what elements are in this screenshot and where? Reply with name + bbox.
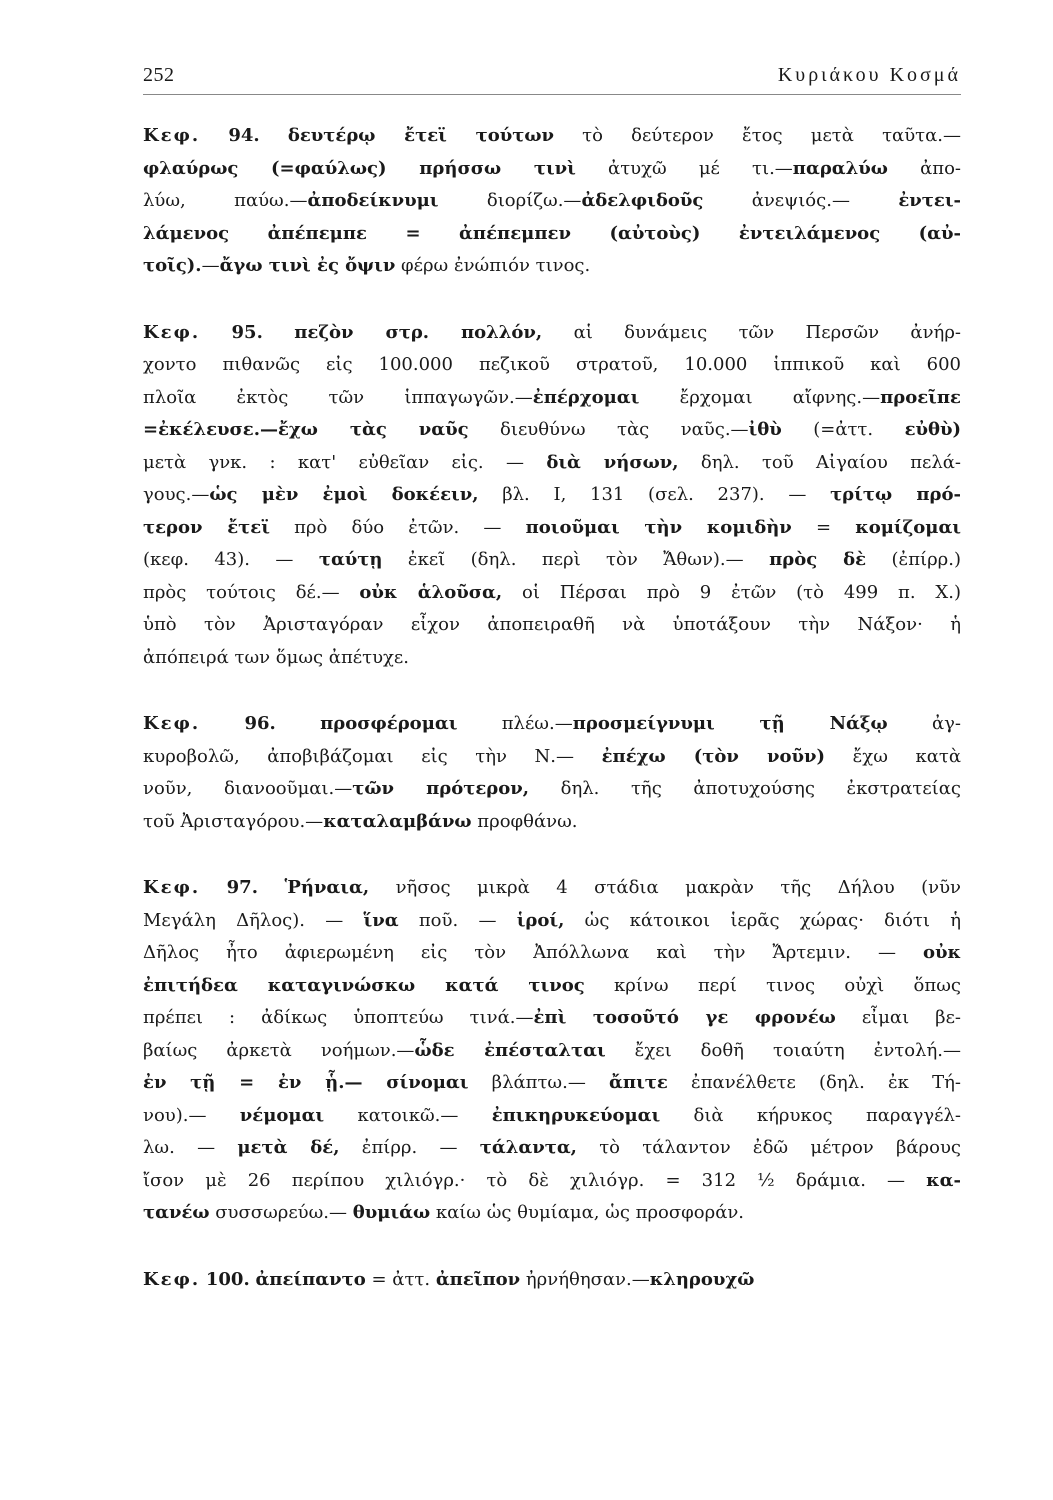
lemma: προεῖπε [880,386,961,408]
gloss: Δῆλος ἦτο ἀφιερωμένη εἰς τὸν Ἀπόλλωνα καὶ τὴν Ἄρτεμιν. — [143,942,923,963]
gloss: ἐπανέλθετε (δηλ. ἐκ Τή- [667,1072,961,1093]
lemma: 96. [244,713,276,734]
lemma: ἐντει- [898,190,961,211]
text-line [143,185,961,218]
lemma: ὧδε ἐπέσταλται [414,1039,606,1061]
lemma: 100. [205,1268,250,1290]
lemma: ἐπέρχομαι [532,386,640,408]
gloss: ἀγ- [887,713,961,734]
text-line [143,153,961,186]
lemma: νέμομαι [239,1104,325,1126]
gloss [200,125,228,146]
gloss: εἶμαι βε- [835,1007,961,1028]
text-line [143,250,961,283]
lemma: τάλαντα, [479,1137,577,1158]
gloss: (=ἀττ. [781,419,905,440]
lemma: κληρουχῶ [649,1268,755,1290]
gloss: νου).— [143,1104,240,1126]
lemma: μετὰ δέ, [237,1137,340,1158]
lemma: λάμενος ἀπέπεμπε = ἀπέπεμπεν (αὐτοὺς) ἐντειλάμενος (αὐ- [143,222,961,244]
gloss: = [791,516,856,538]
lemma: ἱροί, [516,909,565,931]
lemma: τρίτῳ πρό- [830,484,961,505]
text-line [143,544,961,577]
lemma: ἀποδείκνυμι [307,190,439,211]
gloss: (κεφ. 43). — [143,549,319,570]
gloss: διευθύνω τὰς ναῦς.— [468,419,749,440]
text-line [143,1100,961,1133]
lemma: 94. [228,125,260,146]
gloss: βλ. I, 131 (σελ. 237). — [478,484,831,505]
text-line [143,382,961,415]
gloss: πρὸς τούτοις δέ.— [143,581,360,603]
text-line [143,447,961,480]
gloss: ἀτυχῶ μέ τι.— [575,157,793,179]
lemma: φλαύρως (=φαύλως) πρήσσω τινὶ [143,157,576,179]
text-line [143,872,961,905]
text-line [143,806,961,839]
text-line [143,773,961,806]
gloss: ὡς κάτοικοι ἱερᾶς χώρας· διότι ἡ [564,909,961,931]
lemma: =ἐκέλευσε.—ἔχω τὰς ναῦς [143,419,469,440]
lemma: ἐπὶ τοσοῦτό γε φρονέω [533,1007,836,1028]
paragraph [143,872,961,1230]
lemma: ἄγω τινὶ ἐς ὄψιν [219,255,396,276]
chapter-label: Κεφ. [143,321,201,343]
gloss: ἐπίρρ. — [339,1137,480,1158]
lemma: διὰ νήσων, [546,451,679,473]
gloss: δηλ. τῆς ἀποτυχούσης ἐκστρατείας [529,778,961,799]
text-line [143,479,961,512]
lemma: 97. [226,877,258,898]
gloss [200,877,227,898]
gloss: ὑπὸ τὸν Ἀρισταγόραν εἶχον ἀποπειραθῆ νὰ ὑποτάξουν τὴν Νάξον· ἡ [143,614,961,635]
gloss: λύω, παύω.— [143,190,308,211]
gloss: πρὸ δύο ἐτῶν. — [269,516,526,538]
gloss [260,125,288,146]
lemma: προσφέρομαι [320,713,458,734]
text-line [143,1035,961,1068]
gloss: βλάπτω.— [468,1072,610,1093]
gloss: ἔχει δοθῆ τοιαύτη ἐντολή.— [605,1039,961,1061]
lemma: ἀπεῖπον [435,1268,521,1290]
lemma: ἄπιτε [609,1072,668,1093]
lemma: τερον ἔτεϊ [143,516,270,538]
lemma: οὐκ ἁλοῦσα, [359,581,503,603]
gloss: λω. — [143,1137,238,1158]
lemma: Ῥήναια, [284,877,370,898]
text-line [143,1067,961,1100]
gloss: νοῦν, διανοοῦμαι.— [143,778,353,799]
gloss: αἱ δυνάμεις τῶν Περσῶν ἀνήρ- [542,321,961,343]
gloss [258,877,285,898]
gloss: κατοικῶ.— [324,1104,492,1126]
lemma: εὐθὺ) [904,419,962,440]
gloss: πλοῖα ἐκτὸς τῶν ἱππαγωγῶν.— [143,386,533,408]
gloss: ἠρνήθησαν.— [520,1268,650,1290]
lemma: οὐκ [923,942,961,963]
gloss: πλέω.— [457,713,573,734]
lemma: ἐπιτήδεα καταγινώσκω κατά τινος [143,974,585,996]
gloss: ἀπο- [887,157,961,179]
gloss: κρίνω περί τινος οὐχὶ ὅπως [584,974,961,996]
gloss: κυροβολῶ, ἀποβιβάζομαι εἰς τὴν Ν.— [143,745,602,767]
gloss: δηλ. τοῦ Αἰγαίου πελά- [678,451,962,473]
text-line [143,905,961,938]
commentary-body [143,120,961,1296]
text-line [143,349,961,382]
text-line [143,218,961,251]
lemma: ἰθὺ [748,419,782,440]
gloss: νῆσος μικρὰ 4 στάδια μακρὰν τῆς Δήλου (νῦν [369,877,961,898]
lemma: τανέω [143,1202,210,1223]
gloss: = ἀττ. [365,1268,436,1290]
gloss [200,713,244,734]
gloss: οἱ Πέρσαι πρὸ 9 ἐτῶν (τὸ 499 π. Χ.) [502,581,961,603]
text-line [143,1132,961,1165]
gloss: (ἐπίρρ.) [866,549,961,570]
paragraph [143,120,961,283]
lemma: ἀπείπαντο [255,1268,366,1290]
lemma: προσμείγνυμι τῇ Νάξῳ [572,713,888,734]
lemma: πεζὸν στρ. πολλόν, [294,321,543,343]
text-line [143,414,961,447]
text-line [143,708,961,741]
lemma: ἵνα [363,909,399,931]
lemma: κομίζομαι [855,516,962,538]
gloss [200,322,231,343]
text-line [143,741,961,774]
gloss: — [201,255,220,276]
gloss: γους.— [143,484,210,505]
gloss: διὰ κήρυκος παραγγέλ- [660,1104,961,1126]
gloss: βαίως ἀρκετὰ νοήμων.— [143,1039,415,1061]
lemma: δευτέρῳ ἔτεϊ τούτων [287,125,554,146]
gloss: ἐκεῖ (δηλ. περὶ τὸν Ἄθων).— [382,549,770,570]
paragraph [143,708,961,838]
lemma: παραλύω [792,157,888,179]
lemma: ποιοῦμαι τὴν κομιδὴν [525,516,792,538]
chapter-label: Κεφ. [143,877,201,898]
chapter-label: Κεφ. [143,1268,201,1290]
text-line [143,937,961,970]
gloss: τὸ δεύτερον ἔτος μετὰ ταῦτα.— [553,125,961,146]
gloss: ἀπόπειρά των ὅμως ἀπέτυχε. [143,646,409,668]
text-line [143,512,961,545]
text-line [143,970,961,1003]
gloss: χοντο πιθανῶς εἰς 100.000 πεζικοῦ στρατοῦ, 10.000 ἱππικοῦ καὶ 600 [143,354,961,375]
text-line [143,1197,961,1230]
lemma: πρὸς δὲ [769,549,867,570]
lemma: ἀδελφιδοῦς [581,190,704,211]
text-line [143,1264,961,1297]
gloss: ἔχω κατὰ [825,745,961,767]
lemma: ἐπικηρυκεύομαι [491,1104,661,1126]
lemma: θυμιάω [352,1202,431,1223]
running-head [143,64,961,95]
gloss: μετὰ γνκ. : κατ' εὐθεῖαν εἰς. — [143,451,547,473]
lemma: ταύτῃ [318,549,383,570]
gloss: ποῦ. — [398,909,517,931]
lemma: κα- [926,1169,961,1191]
page-number: 252 [143,64,175,86]
chapter-label: Κεφ. [143,713,201,734]
text-line [143,317,961,350]
running-title: Κυριάκου Κοσμά [777,64,961,86]
lemma: ὡς μὲν ἐμοὶ δοκέειν, [209,484,479,505]
lemma: τοῖς). [143,255,202,276]
paragraph [143,317,961,675]
text-line [143,642,961,675]
gloss [276,713,320,734]
gloss: καίω ὡς θυμίαμα, ὡς προσφοράν. [430,1202,745,1223]
gloss: τοῦ Ἀρισταγόρου.— [143,810,324,832]
lemma: 95. [231,321,263,343]
text-line [143,609,961,642]
lemma: ἐπέχω (τὸν νοῦν) [601,745,826,767]
text-line [143,120,961,153]
lemma: τῶν πρότερον, [352,778,530,799]
gloss: Μεγάλη Δῆλος). — [143,909,364,931]
lemma: καταλαμβάνω [323,810,472,832]
gloss: διορίζω.— [438,190,582,211]
gloss: τὸ τάλαντον ἐδῶ μέτρον βάρους [576,1137,962,1158]
gloss: ἔρχομαι αἴφνης.— [639,386,881,408]
gloss: προφθάνω. [471,810,578,832]
text-line [143,577,961,610]
lemma: ἐν τῇ = ἐν ᾗ.— σίνομαι [143,1072,469,1093]
gloss: συσσωρεύω.— [209,1202,353,1223]
gloss: ἀνεψιός.— [703,190,899,211]
gloss: πρέπει : ἀδίκως ὑποπτεύω τινά.— [143,1007,534,1028]
gloss: φέρω ἐνώπιόν τινος. [395,255,591,276]
text-line [143,1002,961,1035]
text-line [143,1165,961,1198]
gloss [263,322,294,343]
gloss: ἴσον μὲ 26 περίπου χιλιόγρ.· τὸ δὲ χιλιόγρ. = 312 ½ δράμια. — [143,1169,927,1191]
paragraph [143,1264,961,1297]
chapter-label: Κεφ. [143,125,201,146]
